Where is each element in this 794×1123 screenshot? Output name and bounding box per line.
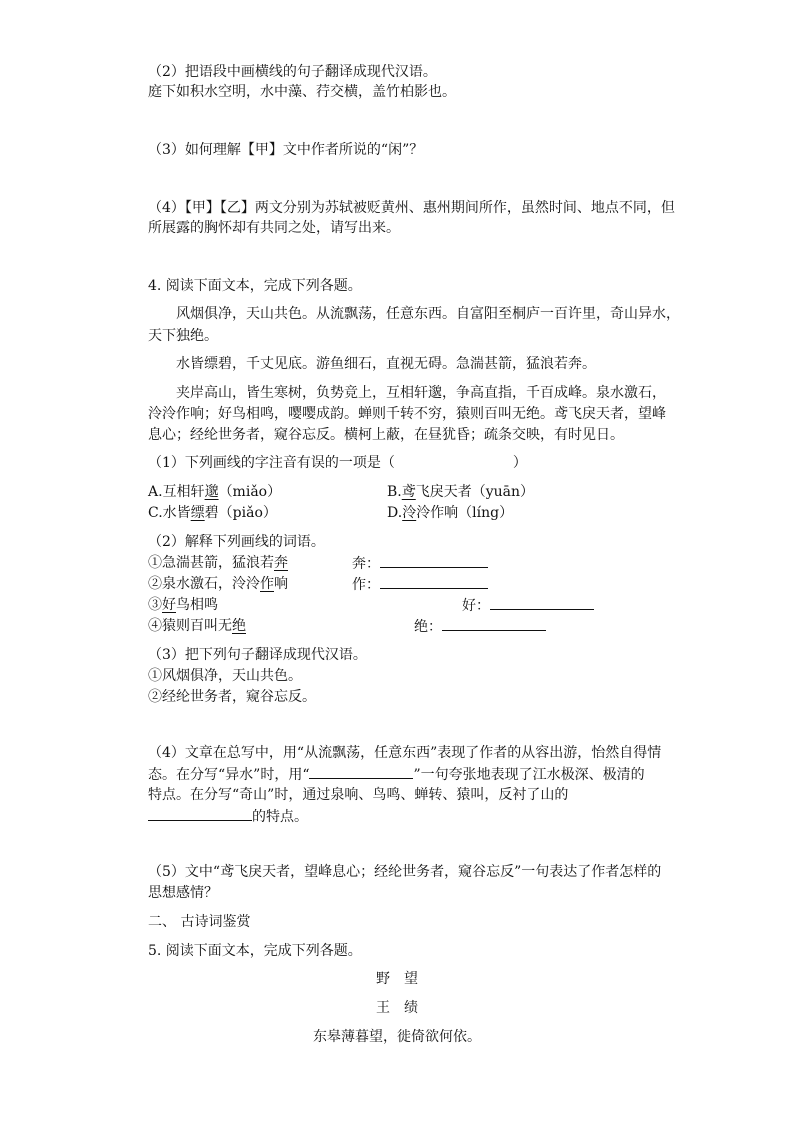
underlined-word: 绝 xyxy=(232,618,246,634)
q4-passage-p3-line2: 泠泠作响；好鸟相鸣，嘤嘤成韵。蝉则千转不穷，猿则百叫无绝。鸢飞戾天者，望峰 xyxy=(148,406,666,422)
term-label: 奔： xyxy=(352,556,380,572)
q4-sub5-line1: （5）文中“鸢飞戾天者，望峰息心；经纶世务者，窥谷忘反”一句表达了作者怎样的 xyxy=(148,864,662,880)
option-label: A. xyxy=(148,484,163,500)
q4-sub2-item-1 xyxy=(148,553,288,573)
q4-sub2-answer-2 xyxy=(352,574,488,595)
q4-sub3-sentence-1: ①风烟俱净，天山共色。 xyxy=(148,668,302,684)
option-label: C. xyxy=(148,505,163,521)
q4-sub4-line2-start: 态。在分写“异水”时，用“ xyxy=(148,767,310,783)
underlined-word: 作 xyxy=(260,576,274,592)
q4-sub2-item-2 xyxy=(148,574,288,594)
q4-passage-p1-line1: 风烟俱净，天山共色。从流飘荡，任意东西。自富阳至桐庐一百许里，奇山异水， xyxy=(176,306,680,322)
q4-sub2-answer-3 xyxy=(462,595,594,616)
q4-sub4-line4 xyxy=(148,806,308,827)
q4-sub4-line1: （4）文章在总写中，用“从流飘荡，任意东西”表现了作者的从容出游，怡然自得情 xyxy=(148,745,662,761)
q4-sub2-item-4 xyxy=(148,616,246,636)
underlined-char: 缥 xyxy=(190,505,205,521)
answer-blank[interactable] xyxy=(490,595,594,610)
q4-sub1-prompt-close: ） xyxy=(512,455,527,471)
option-pinyin: （miǎo） xyxy=(218,484,282,500)
poem-title: 野 望 xyxy=(376,971,418,987)
q3-sub4-line1: （4）【甲】【乙】两文分别为苏轼被贬黄州、惠州期间所作，虽然时间、地点不同，但 xyxy=(148,200,675,216)
q4-sub1-prompt xyxy=(148,453,527,473)
answer-blank[interactable] xyxy=(380,574,488,589)
q5-stem: 5. 阅读下面文本，完成下列各题。 xyxy=(148,943,362,959)
answer-blank[interactable] xyxy=(309,764,413,779)
poem-author: 王 绩 xyxy=(376,1000,418,1016)
option-text: 互相轩 xyxy=(162,484,205,500)
item-text-after: 响 xyxy=(274,576,288,592)
option-text: 水皆 xyxy=(162,505,191,521)
q4-passage-p1-line2: 天下独绝。 xyxy=(148,328,218,344)
q4-passage-p2: 水皆缥碧，千丈见底。游鱼细石，直视无碍。急湍甚箭，猛浪若奔。 xyxy=(176,356,596,372)
option-label: B. xyxy=(387,484,402,500)
q4-passage-p3-line1: 夹岸高山，皆生寒树，负势竞上，互相轩邈，争高直指，千百成峰。泉水激石， xyxy=(176,385,666,401)
term-label: 作： xyxy=(352,577,380,593)
item-text-after: 鸟相鸣 xyxy=(176,597,218,613)
q3-sub2-prompt: （2）把语段中画横线的句子翻译成现代汉语。 xyxy=(148,64,437,80)
answer-blank[interactable] xyxy=(380,553,488,568)
q3-sub3-prompt: （3）如何理解【甲】文中作者所说的“闲”？ xyxy=(148,142,424,158)
underlined-word: 好 xyxy=(162,597,176,613)
option-pinyin: 泠作响（líng） xyxy=(416,505,514,521)
term-label: 好： xyxy=(462,598,490,614)
section-heading: 二、 古诗词鉴赏 xyxy=(148,914,251,930)
item-text: ④猿则百叫无 xyxy=(148,618,232,634)
option-pinyin: 飞戾天者（yuān） xyxy=(415,484,535,500)
q4-sub3-sentence-2: ②经纶世务者，窥谷忘反。 xyxy=(148,689,316,705)
q4-sub1-option-c xyxy=(148,503,277,523)
q4-stem: 4. 阅读下面文本，完成下列各题。 xyxy=(148,278,362,294)
poem-line-1: 东皋薄暮望，徙倚欲何依。 xyxy=(313,1029,481,1045)
option-label: D. xyxy=(387,505,403,521)
q4-sub2-prompt: （2）解释下列画线的词语。 xyxy=(148,534,325,550)
q4-sub4-line2-end: ”一句夸张地表现了江水极深、极清的 xyxy=(413,767,645,783)
q4-sub2-answer-1 xyxy=(352,553,488,574)
term-label: 绝： xyxy=(414,619,442,635)
item-text: ③ xyxy=(148,597,162,613)
q4-sub1-option-d xyxy=(387,503,513,523)
answer-blank[interactable] xyxy=(442,616,546,631)
q4-passage-p3-line3: 息心；经纶世务者，窥谷忘反。横柯上蔽，在昼犹昏；疏条交映，有时见日。 xyxy=(148,427,624,443)
q4-sub1-option-b xyxy=(387,482,534,502)
underlined-char: 鸢 xyxy=(401,484,416,500)
q4-sub1-prompt-text: （1）下列画线的字注音有误的一项是（ xyxy=(148,455,395,471)
option-pinyin: 碧（piǎo） xyxy=(204,505,277,521)
underlined-word: 奔 xyxy=(274,555,288,571)
q3-sub4-line2: 所展露的胸怀却有共同之处，请写出来。 xyxy=(148,220,400,236)
underlined-char: 邈 xyxy=(204,484,219,500)
q4-sub5-line2: 思想感情？ xyxy=(148,885,218,901)
item-text: ②泉水激石，泠泠 xyxy=(148,576,260,592)
underlined-char: 泠 xyxy=(402,505,417,521)
q4-sub1-option-a xyxy=(148,482,281,502)
item-text: ①急湍甚箭，猛浪若 xyxy=(148,555,274,571)
q4-sub2-item-3 xyxy=(148,595,218,615)
answer-blank[interactable] xyxy=(148,806,252,821)
q4-sub3-prompt: （3）把下列句子翻译成现代汉语。 xyxy=(148,647,367,663)
q4-sub4-line2 xyxy=(148,764,645,785)
q4-sub4-line4-text: 的特点。 xyxy=(252,809,308,825)
q4-sub4-line3: 特点。在分写“奇山”时，通过泉响、鸟鸣、蝉转、猿叫，反衬了山的 xyxy=(148,787,569,803)
q4-sub2-answer-4 xyxy=(414,616,546,637)
q3-sub2-sentence: 庭下如积水空明，水中藻、荇交横，盖竹柏影也。 xyxy=(148,84,456,100)
